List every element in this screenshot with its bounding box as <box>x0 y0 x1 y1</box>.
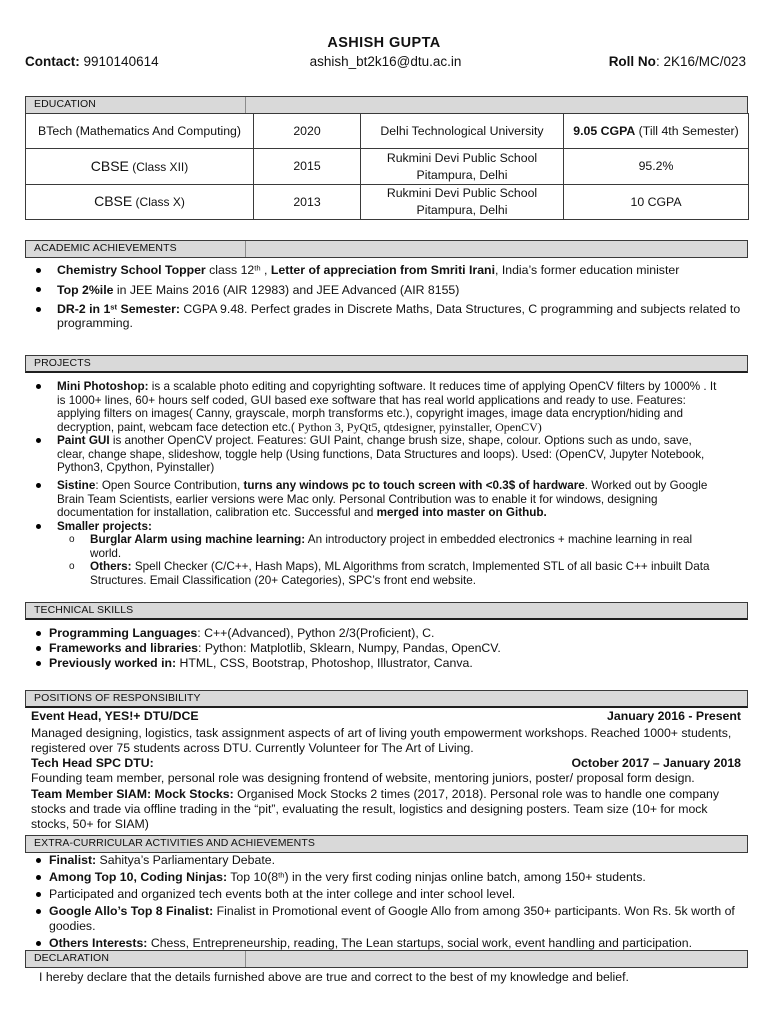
bold-text: Frameworks and libraries <box>49 641 198 655</box>
institute-cell <box>361 149 564 185</box>
bold-text: DR-2 in 1 <box>57 302 111 316</box>
section-title: POSITIONS OF RESPONSIBILITY <box>34 692 201 704</box>
year-cell: 2015 <box>254 149 361 185</box>
text-segment: An introductory project in embedded electronics + machine learning in real world. <box>90 533 693 560</box>
bold-text: Chemistry School Topper <box>57 263 206 277</box>
bold-text: Finalist: <box>49 852 97 867</box>
bold-text: Previously worked in: <box>49 656 177 670</box>
text-segment: is another OpenCV project. Features: GUI Paint, change brush size, shape, colour. Options such as undo, save, clear, change shape, slideshow, toggle help (Using functions, Data Structures and loops). Used: (OpenCV, Jupyter Notebook, Python3, Cpython, Pyinstaller) <box>57 434 705 474</box>
superscript-text: th <box>278 870 285 880</box>
degree-cell <box>26 149 254 185</box>
phone-number: 9910140614 <box>83 54 159 69</box>
text-segment: , India’s former education minister <box>495 263 680 277</box>
section-header-extracurricular <box>25 835 748 853</box>
achievement-item <box>36 302 745 330</box>
section-header-academic-achievements <box>25 240 748 258</box>
section-title: EXTRA-CURRICULAR ACTIVITIES AND ACHIEVEMENTS <box>34 837 315 849</box>
section-header-projects <box>25 355 748 373</box>
text-segment: HTML, CSS, Bootstrap, Photoshop, Illustrator, Canva. <box>176 656 473 670</box>
bold-text: Top 2%ile <box>57 282 114 297</box>
score-text: 10 CGPA <box>630 194 682 209</box>
position-date: October 2017 – January 2018 <box>571 756 741 771</box>
section-title: TECHNICAL SKILLS <box>34 604 134 616</box>
bold-text: Among Top 10, Coding Ninjas: <box>49 869 228 884</box>
degree-cell <box>26 185 254 220</box>
bold-text: Others Interests: <box>49 935 148 950</box>
year-cell: 2013 <box>254 185 361 220</box>
year-cell: 2020 <box>254 114 361 149</box>
positions-list <box>31 709 741 833</box>
bold-text: Paint GUI <box>57 434 110 447</box>
bold-text: Burglar Alarm using machine learning: <box>90 533 306 546</box>
sub-project-item <box>69 533 722 560</box>
project-item-title <box>57 520 152 533</box>
project-item <box>36 380 722 434</box>
position-date: January 2016 - Present <box>607 708 741 723</box>
score-bold: 9.05 CGPA <box>573 123 636 138</box>
institute-line: Rukmini Devi Public School <box>386 150 538 165</box>
bold-text: Others: <box>90 560 132 573</box>
superscript-text: th <box>254 263 261 273</box>
text-segment: ) in the very first coding ninjas online batch, among 150+ students. <box>284 869 646 884</box>
sub-project-item <box>69 560 722 587</box>
text-segment: , <box>260 263 271 277</box>
education-row <box>26 185 749 220</box>
score-cell <box>564 149 749 185</box>
education-row <box>26 114 749 149</box>
position-heading <box>31 756 741 771</box>
section-title: PROJECTS <box>34 357 91 369</box>
bold-text: Google Allo’s Top 8 Finalist: <box>49 903 214 918</box>
score-cell <box>564 185 749 220</box>
contact-row <box>25 53 746 71</box>
text-segment: Python 3, PyQt5, qtdesigner, pyinstaller, OpenCV) <box>294 419 542 434</box>
contact-email[interactable]: ashish_bt2k16@dtu.ac.in <box>309 54 462 69</box>
degree: BTech (Mathematics And Computing) <box>38 123 241 138</box>
education-table <box>25 113 749 220</box>
section-title: ACADEMIC ACHIEVEMENTS <box>26 241 246 257</box>
text-segment: : Open Source Contribution, <box>95 479 244 492</box>
section-header-technical-skills <box>25 602 748 620</box>
extracurricular-item <box>36 853 745 868</box>
text-segment: : Python: Matplotlib, Sklearn, Numpy, Pandas, OpenCV. <box>198 641 501 655</box>
institute-cell <box>361 185 564 220</box>
text-segment: Spell Checker (C/C++, Hash Maps), ML Algorithms from scratch, Implemented STL of all basic C++ inbuilt Data Structures. Email Classification (20+ Categories), SPC’s front end website. <box>90 560 710 587</box>
roll-value: : 2K16/MC/023 <box>655 54 746 69</box>
section-header-positions <box>25 690 748 708</box>
superscript-text: st <box>110 302 118 312</box>
extracurricular-item <box>36 936 745 951</box>
score-text: 95.2% <box>638 159 674 173</box>
degree-cell <box>26 114 254 149</box>
position-role: Team Member SIAM: Mock Stocks: <box>31 786 234 801</box>
position-description: Managed designing, logistics, task assignment aspects of art of living youth empowerment workshops. Reached 1000+ students, registered over 75 students across DTU. Currently Volunteer for The Art of Living. <box>31 725 732 755</box>
academic-achievements-list <box>36 263 745 336</box>
smaller-projects-list <box>57 533 722 587</box>
bold-text: Semester: <box>117 302 180 316</box>
project-item <box>36 479 722 520</box>
degree: CBSE <box>94 193 133 209</box>
text-segment: is a scalable photo editing and copyrighting software. It reduces time of applying OpenCV filters by 1000% . It is 1000+ lines, 60+ hours self coded, GUI based exe software that has real world applications and ready to use. Features: applying filters on images( Canny, grayscale, morph transforms etc.), copyright images, image data encryption/hiding and decryption, paint, webcam face detection etc.( <box>57 380 717 434</box>
section-title: EDUCATION <box>26 97 246 113</box>
achievement-item <box>36 263 745 277</box>
text-segment: Top 10(8 <box>227 869 279 884</box>
position-heading <box>31 709 741 724</box>
skill-item <box>36 656 745 671</box>
projects-list <box>36 380 722 587</box>
roll-label: Roll No <box>608 54 656 69</box>
text-segment: . Worked out by Google Brain Team Scientists, earlier versions were Mac only. Personal Contribution was to enable it for windows, designing documentation for installation, calibration etc. Successful and <box>57 479 708 519</box>
text-segment: in JEE Mains 2016 (AIR 12983) and JEE Advanced (AIR 8155) <box>113 282 460 297</box>
project-item <box>36 520 722 588</box>
position-description: Founding team member, personal role was designing frontend of website, mentoring juniors, poster/ proposal form design. <box>31 771 695 786</box>
section-header-education <box>25 96 748 114</box>
degree: CBSE <box>90 157 129 174</box>
score-text: (Till 4th Semester) <box>635 123 739 138</box>
section-header-declaration <box>25 950 748 968</box>
position-role: Event Head, YES!+ DTU/DCE <box>31 708 199 723</box>
institute-line: Pitampura, Delhi <box>416 203 508 217</box>
position-entry-inline <box>31 787 741 833</box>
text-segment: CGPA 9.48. Perfect grades in Discrete Maths, Data Structures, C programming and subjects related to programming. <box>57 302 741 330</box>
score-cell <box>564 114 749 149</box>
text-segment: Participated and organized tech events both at the inter college and inter school level. <box>49 886 516 901</box>
text-segment: Finalist in Promotional event of Google Allo from among 350+ participants. Won Rs. 5k worth of goodies. <box>49 903 735 933</box>
education-row <box>26 149 749 185</box>
candidate-name: ASHISH GUPTA <box>327 35 441 51</box>
institute-line: Pitampura, Delhi <box>416 167 508 182</box>
bold-text: Letter of appreciation from Smriti Irani <box>270 263 495 277</box>
text-segment: class 12 <box>205 263 255 277</box>
declaration-text: I hereby declare that the details furnished above are true and correct to the best of my knowledge and belief. <box>39 970 629 984</box>
text-segment: Chess, Entrepreneurship, reading, The Lean startups, social work, event handling and participation. <box>147 935 692 950</box>
institute-line: Rukmini Devi Public School <box>386 186 538 200</box>
bold-text: Programming Languages <box>49 626 198 640</box>
institute-line: Delhi Technological University <box>380 123 544 138</box>
bold-text: Sistine <box>57 479 96 492</box>
extracurricular-list <box>36 853 745 953</box>
bold-text: merged into master on Github. <box>376 506 547 519</box>
text-segment: : C++(Advanced), Python 2/3(Proficient), C. <box>197 626 435 640</box>
bold-text: Smaller projects: <box>57 519 152 533</box>
degree-note: (Class XII) <box>128 159 189 174</box>
position-description: Organised Mock Stocks 2 times (2017, 2018). Personal role was to handle one company stocks and trade via offline trading in the “pit”, evaluating the result, logistics and designing posters. Team size (10+ for mock stocks, 50+ for SIAM) <box>31 786 720 831</box>
degree-note: (Class X) <box>132 195 185 209</box>
achievement-item <box>36 283 745 297</box>
skill-item <box>36 641 745 656</box>
roll-number <box>461 53 746 71</box>
position-role: Tech Head SPC DTU: <box>31 756 154 771</box>
contact-phone <box>25 53 310 71</box>
bold-text: Mini Photoshop: <box>57 380 149 393</box>
extracurricular-item <box>36 904 745 934</box>
contact-label: Contact: <box>25 54 80 69</box>
project-item <box>36 434 722 475</box>
text-segment: Sahitya’s Parliamentary Debate. <box>96 852 275 867</box>
section-title: DECLARATION <box>26 951 246 967</box>
technical-skills-list <box>36 626 745 671</box>
extracurricular-item <box>36 870 745 885</box>
bold-text: turns any windows pc to touch screen with <0.3$ of hardware <box>243 479 585 492</box>
extracurricular-item <box>36 887 745 902</box>
institute-cell <box>361 114 564 149</box>
skill-item <box>36 626 745 641</box>
